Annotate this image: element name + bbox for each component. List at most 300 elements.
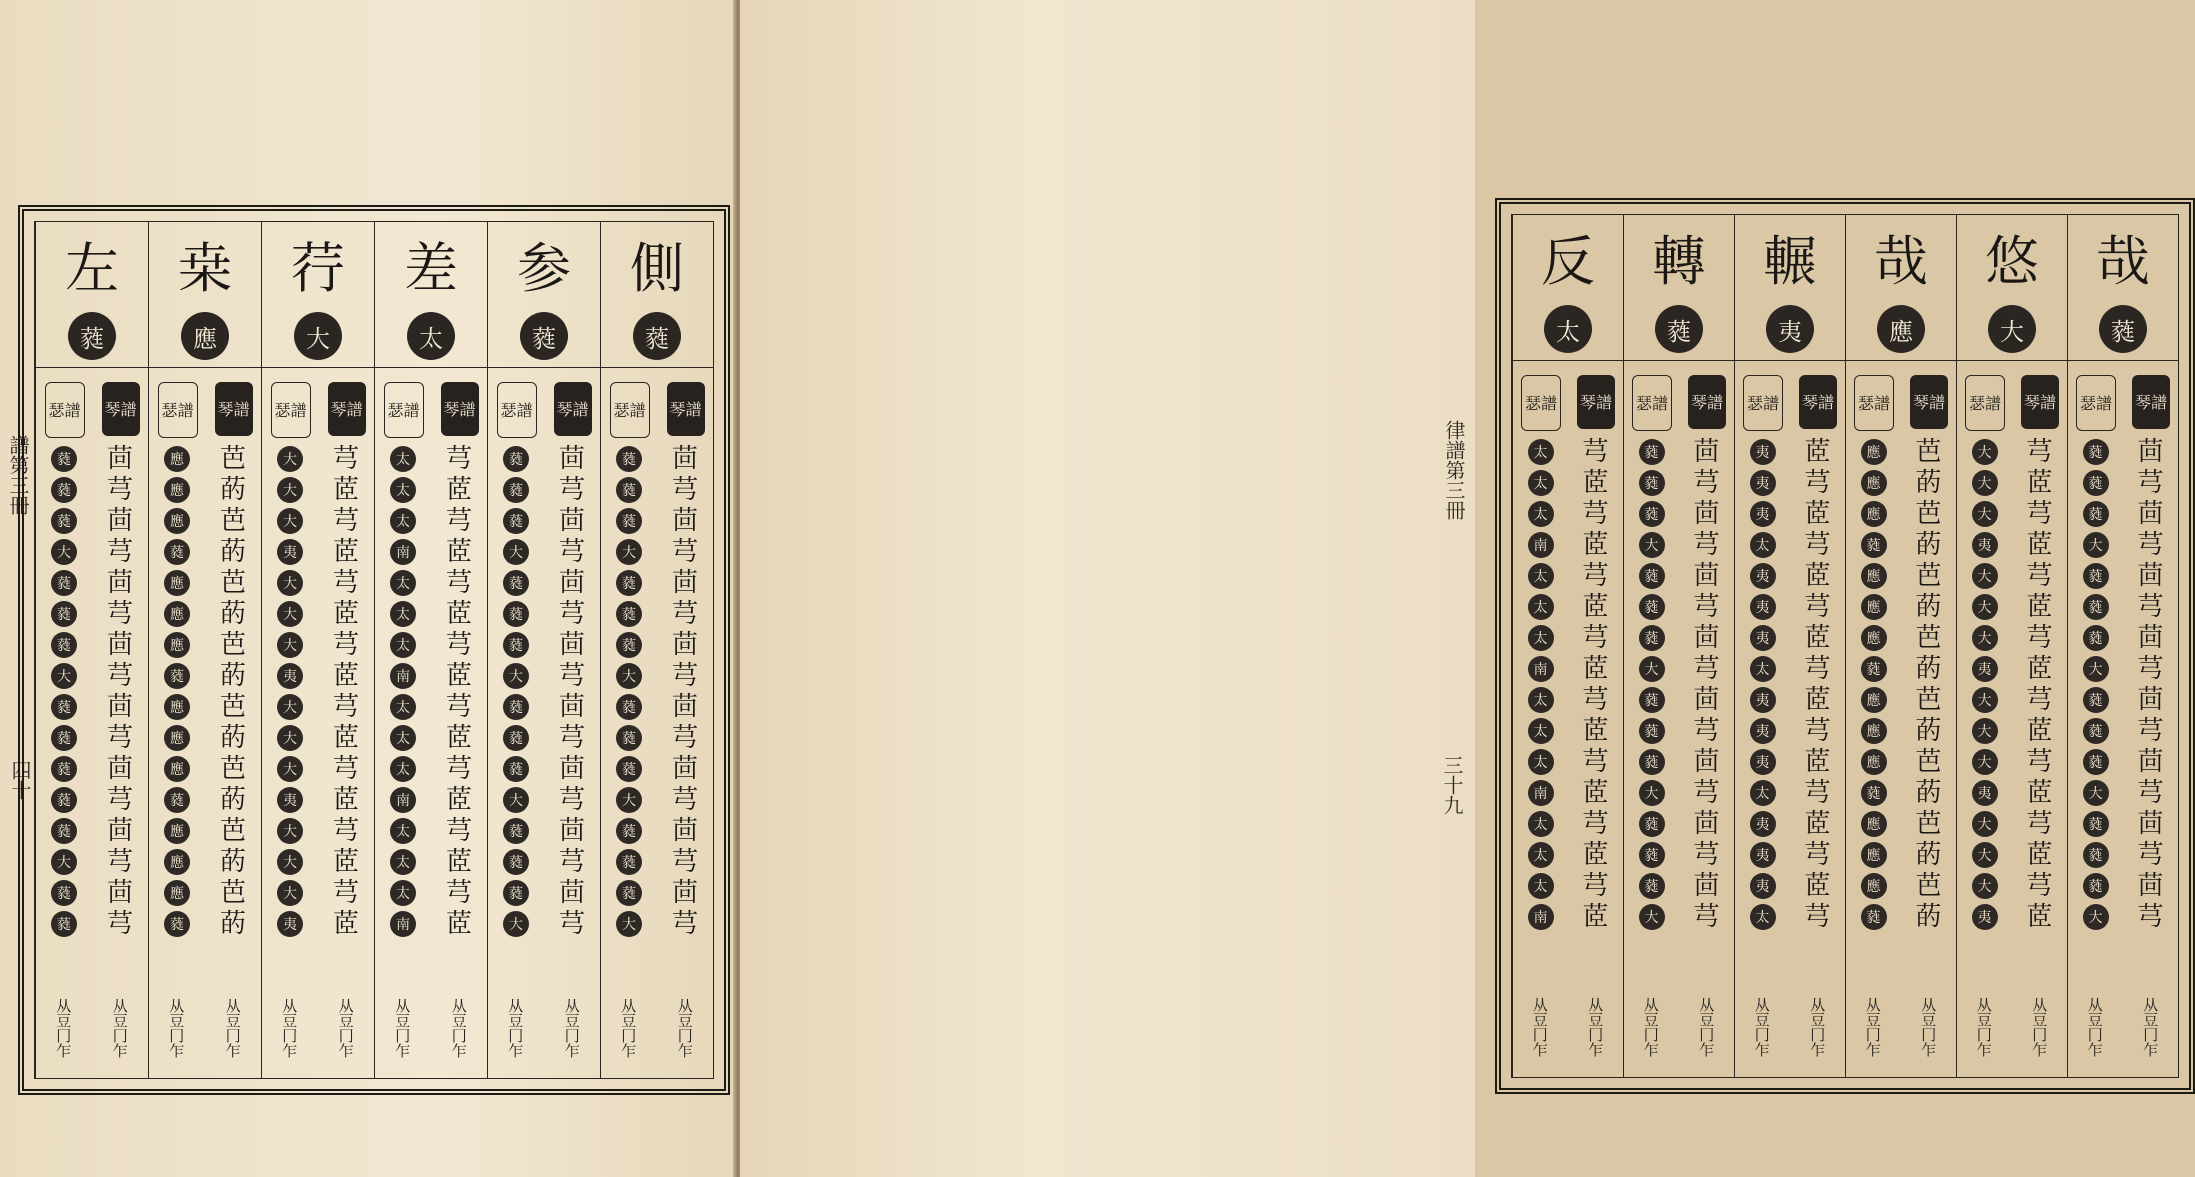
lyric-column — [2067, 215, 2178, 1077]
se-notation — [270, 444, 310, 940]
tablature-glyph: 茝 — [1582, 778, 1609, 808]
pitch-mark: 蕤 — [1639, 749, 1665, 775]
tablature-glyph: 茴 — [558, 878, 585, 908]
qin-notation — [439, 444, 479, 940]
notation-streams — [149, 444, 261, 940]
pitch-mark: 蕤 — [51, 632, 77, 658]
qin-notation — [2131, 437, 2171, 933]
tablature-glyph: 芎 — [558, 475, 585, 505]
lyric-character: 桒 — [178, 237, 232, 300]
column-footer: 从豆冂乍 — [506, 998, 525, 1058]
tablature-glyph: 茝 — [1582, 840, 1609, 870]
tablature-glyph: 芭 — [219, 444, 246, 474]
tablature-glyph: 茝 — [1804, 871, 1831, 901]
pitch-mark: 大 — [277, 694, 303, 720]
tablature-glyph: 芭 — [219, 506, 246, 536]
pitch-mark: 大 — [1972, 594, 1998, 620]
pitch-mark: 大 — [51, 663, 77, 689]
tablature-glyph: 茝 — [2026, 716, 2053, 746]
notation-headers — [1513, 375, 1623, 431]
tablature-glyph: 茴 — [1693, 623, 1720, 653]
lyric-character: 轉 — [1652, 230, 1706, 293]
tablature-glyph: 芎 — [1582, 561, 1609, 591]
pitch-mark: 夷 — [1750, 749, 1776, 775]
pitch-mark: 蕤 — [503, 849, 529, 875]
qin-notation — [100, 444, 140, 940]
left-folio: 四十 — [8, 760, 32, 800]
pitch-mark: 大 — [1972, 811, 1998, 837]
pitch-mark: 蕤 — [2083, 749, 2109, 775]
pitch-mark: 夷 — [1750, 594, 1776, 620]
tablature-glyph: 芎 — [1582, 499, 1609, 529]
tablature-glyph: 芎 — [2137, 530, 2164, 560]
tablature-glyph: 芎 — [2137, 902, 2164, 932]
tablature-glyph: 芎 — [1582, 871, 1609, 901]
pitch-mark: 南 — [390, 911, 416, 937]
se-score-label: 瑟譜 — [384, 382, 424, 438]
lyric-character: 悠 — [1985, 230, 2039, 293]
pitch-mark: 大 — [616, 787, 642, 813]
pitch-mark: 蕤 — [1639, 811, 1665, 837]
tablature-glyph: 芎 — [1804, 902, 1831, 932]
tablature-glyph: 茝 — [1804, 809, 1831, 839]
tablature-glyph: 芎 — [671, 661, 698, 691]
tablature-glyph: 茴 — [106, 878, 133, 908]
pitch-mark: 南 — [1528, 532, 1554, 558]
tablature-glyph: 茝 — [332, 723, 359, 753]
tablature-glyph: 茝 — [2026, 592, 2053, 622]
se-notation — [1965, 437, 2005, 933]
pitch-mark: 應 — [1861, 439, 1887, 465]
pitch-mark: 大 — [1639, 904, 1665, 930]
tablature-glyph: 芎 — [1804, 468, 1831, 498]
notation-headers — [1957, 375, 2067, 431]
se-notation — [1854, 437, 1894, 933]
tablature-glyph: 茝 — [2026, 778, 2053, 808]
pitch-mark: 蕤 — [51, 725, 77, 751]
pitch-mark: 南 — [390, 663, 416, 689]
pitch-mark: 夷 — [1750, 687, 1776, 713]
column-footer: 从豆冂乍 — [393, 998, 412, 1058]
tablature-glyph: 茴 — [106, 692, 133, 722]
pitch-mark: 蕤 — [2083, 625, 2109, 651]
tablature-glyph: 茴 — [671, 816, 698, 846]
tablature-glyph: 茴 — [2137, 871, 2164, 901]
tablature-glyph: 芎 — [106, 661, 133, 691]
tablature-glyph: 茝 — [2026, 902, 2053, 932]
pitch-mark: 大 — [277, 446, 303, 472]
pitch-mark: 大 — [277, 849, 303, 875]
pitch-mark: 蕤 — [503, 725, 529, 751]
pitch-mark: 應 — [1861, 718, 1887, 744]
qin-notation — [1576, 437, 1616, 933]
column-footer: 从豆冂乍 — [1863, 997, 1882, 1057]
tablature-glyph: 菂 — [1915, 778, 1942, 808]
column-footer: 从豆冂乍 — [2030, 997, 2049, 1057]
lyric-column — [487, 222, 600, 1078]
pitch-mark: 太 — [1528, 873, 1554, 899]
pitch-mark: 蕤 — [1639, 842, 1665, 868]
lyric-column — [148, 222, 261, 1078]
tablature-glyph: 芭 — [1915, 623, 1942, 653]
pitch-mark: 夷 — [277, 539, 303, 565]
qin-notation — [213, 444, 253, 940]
notation-streams — [1846, 437, 1956, 933]
tablature-glyph: 茝 — [1582, 716, 1609, 746]
tablature-glyph: 芎 — [1693, 468, 1720, 498]
lyric-character: 左 — [65, 237, 119, 300]
column-footers — [1512, 997, 2178, 1057]
pitch-mark: 太 — [1528, 439, 1554, 465]
se-score-label: 瑟譜 — [497, 382, 537, 438]
lyric-column — [35, 222, 148, 1078]
pitch-mark: 夷 — [1750, 842, 1776, 868]
qin-notation — [2020, 437, 2060, 933]
se-score-label: 瑟譜 — [271, 382, 311, 438]
tablature-glyph: 芎 — [106, 909, 133, 939]
lyric-character: 側 — [630, 237, 684, 300]
notation-streams — [1957, 437, 2067, 933]
pitch-mark: 蕤 — [503, 446, 529, 472]
tablature-glyph: 芎 — [671, 537, 698, 567]
pitch-mark: 應 — [1861, 501, 1887, 527]
pitch-mark: 大 — [1972, 718, 1998, 744]
pitch-mark: 應 — [164, 601, 190, 627]
tablature-glyph: 芎 — [558, 785, 585, 815]
pitch-mark: 蕤 — [616, 632, 642, 658]
column-footer: 从豆冂乍 — [1641, 997, 1660, 1057]
pitch-mark: 夷 — [1972, 656, 1998, 682]
se-notation — [1632, 437, 1672, 933]
tablature-glyph: 茝 — [445, 847, 472, 877]
column-footer: 从豆冂乍 — [1752, 997, 1771, 1057]
column-footer: 从豆冂乍 — [167, 998, 186, 1058]
pitch-mark: 太 — [390, 570, 416, 596]
tablature-glyph: 茝 — [1582, 592, 1609, 622]
pitch-mark: 太 — [1528, 687, 1554, 713]
pitch-mark: 太 — [1528, 842, 1554, 868]
pitch-mark: 太 — [390, 756, 416, 782]
tablature-glyph: 菂 — [219, 785, 246, 815]
se-notation — [1743, 437, 1783, 933]
notation-headers — [488, 382, 600, 438]
pitch-mark: 蕤 — [503, 570, 529, 596]
pitch-mark: 蕤 — [51, 477, 77, 503]
tablature-glyph: 芎 — [445, 878, 472, 908]
pitch-mark: 蕤 — [51, 601, 77, 627]
se-score-label: 瑟譜 — [610, 382, 650, 438]
column-footer: 从豆冂乍 — [675, 998, 694, 1058]
tablature-glyph: 芎 — [558, 537, 585, 567]
tablature-glyph: 芎 — [445, 692, 472, 722]
pitch-mark: 大 — [1639, 780, 1665, 806]
tablature-glyph: 芎 — [671, 909, 698, 939]
tablature-glyph: 芎 — [558, 723, 585, 753]
pitch-mark: 太 — [1750, 532, 1776, 558]
pitch-mark: 大 — [1972, 842, 1998, 868]
notation-headers — [2068, 375, 2178, 431]
pitch-mark: 蕤 — [51, 911, 77, 937]
tablature-glyph: 茴 — [2137, 499, 2164, 529]
pitch-mark: 蕤 — [1639, 563, 1665, 589]
pitch-mark: 大 — [277, 880, 303, 906]
pitch-mark: 應 — [164, 694, 190, 720]
tablature-glyph: 茴 — [558, 568, 585, 598]
tablature-glyph: 茝 — [332, 785, 359, 815]
pitch-mark: 應 — [164, 477, 190, 503]
lyric-column — [1623, 215, 1734, 1077]
tablature-glyph: 菂 — [1915, 592, 1942, 622]
tablature-glyph: 芭 — [1915, 871, 1942, 901]
pitch-mark: 大 — [51, 539, 77, 565]
pitch-mark: 蕤 — [164, 539, 190, 565]
pitch-mark: 蕤 — [503, 632, 529, 658]
tablature-glyph: 菂 — [1915, 902, 1942, 932]
tablature-glyph: 芎 — [671, 599, 698, 629]
pitch-mark: 大 — [1972, 501, 1998, 527]
pitch-mark: 應 — [164, 880, 190, 906]
pitch-mark: 太 — [1528, 749, 1554, 775]
tablature-glyph: 菂 — [1915, 530, 1942, 560]
tablature-glyph: 芭 — [1915, 561, 1942, 591]
pitch-mark: 太 — [1750, 780, 1776, 806]
tablature-glyph: 芎 — [2137, 468, 2164, 498]
tablature-glyph: 茝 — [332, 661, 359, 691]
pitch-mark: 太 — [1528, 625, 1554, 651]
pitch-mark: 大 — [1639, 532, 1665, 558]
pitch-mark: 大 — [503, 663, 529, 689]
column-footer: 从豆冂乍 — [2085, 997, 2104, 1057]
pitch-mark: 太 — [390, 601, 416, 627]
tablature-glyph: 芎 — [1804, 530, 1831, 560]
notation-headers — [36, 382, 148, 438]
tablature-glyph: 茝 — [2026, 530, 2053, 560]
pitch-seal: 蕤 — [520, 312, 568, 360]
se-score-label: 瑟譜 — [158, 382, 198, 438]
tablature-glyph: 菂 — [219, 661, 246, 691]
column-footer: 从豆冂乍 — [1697, 997, 1716, 1057]
pitch-mark: 應 — [164, 849, 190, 875]
pitch-mark: 蕤 — [2083, 563, 2109, 589]
pitch-seal: 大 — [294, 312, 342, 360]
pitch-mark: 大 — [616, 911, 642, 937]
tablature-glyph: 茝 — [2026, 840, 2053, 870]
pitch-mark: 蕤 — [616, 477, 642, 503]
tablature-glyph: 菂 — [219, 723, 246, 753]
qin-score-label: 琴譜 — [667, 382, 705, 436]
tablature-glyph: 芎 — [558, 661, 585, 691]
tablature-glyph: 茴 — [671, 754, 698, 784]
tablature-glyph: 芎 — [2026, 437, 2053, 467]
tablature-glyph: 芎 — [1693, 654, 1720, 684]
pitch-mark: 蕤 — [2083, 439, 2109, 465]
column-footer: 从豆冂乍 — [1974, 997, 1993, 1057]
tablature-glyph: 芎 — [1582, 685, 1609, 715]
pitch-mark: 大 — [1972, 687, 1998, 713]
tablature-glyph: 菂 — [219, 909, 246, 939]
qin-score-label: 琴譜 — [2132, 375, 2170, 429]
tablature-glyph: 芎 — [445, 630, 472, 660]
notation-streams — [601, 444, 713, 940]
pitch-mark: 蕤 — [2083, 811, 2109, 837]
pitch-mark: 大 — [277, 632, 303, 658]
pitch-seal: 蕤 — [68, 312, 116, 360]
pitch-mark: 夷 — [1750, 563, 1776, 589]
pitch-seal: 蕤 — [2099, 305, 2147, 353]
tablature-glyph: 茴 — [2137, 685, 2164, 715]
se-score-label: 瑟譜 — [1521, 375, 1561, 431]
notation-streams — [2068, 437, 2178, 933]
pitch-mark: 南 — [390, 787, 416, 813]
tablature-glyph: 芎 — [1582, 437, 1609, 467]
tablature-glyph: 茴 — [2137, 623, 2164, 653]
tablature-glyph: 菂 — [219, 475, 246, 505]
pitch-mark: 太 — [1528, 718, 1554, 744]
pitch-mark: 應 — [1861, 873, 1887, 899]
pitch-seal: 應 — [181, 312, 229, 360]
tablature-glyph: 芎 — [2026, 871, 2053, 901]
qin-notation — [552, 444, 592, 940]
notation-headers — [149, 382, 261, 438]
tablature-glyph: 茝 — [1804, 499, 1831, 529]
column-footer: 从豆冂乍 — [280, 998, 299, 1058]
notation-streams — [1735, 437, 1845, 933]
column-footer: 从豆冂乍 — [1808, 997, 1827, 1057]
se-score-label: 瑟譜 — [45, 382, 85, 438]
pitch-mark: 夷 — [1972, 532, 1998, 558]
pitch-mark: 蕤 — [2083, 718, 2109, 744]
notation-headers — [601, 382, 713, 438]
tablature-glyph: 芎 — [2137, 778, 2164, 808]
pitch-mark: 夷 — [1972, 904, 1998, 930]
lyric-character: 哉 — [1874, 230, 1928, 293]
pitch-mark: 蕤 — [164, 663, 190, 689]
tablature-glyph: 芎 — [1804, 840, 1831, 870]
notation-streams — [262, 444, 374, 940]
pitch-mark: 大 — [503, 911, 529, 937]
tablature-glyph: 芎 — [671, 785, 698, 815]
pitch-mark: 大 — [1972, 749, 1998, 775]
tablature-glyph: 茴 — [671, 568, 698, 598]
tablature-glyph: 芎 — [106, 847, 133, 877]
pitch-mark: 應 — [1861, 594, 1887, 620]
pitch-mark: 蕤 — [2083, 470, 2109, 496]
pitch-mark: 蕤 — [51, 570, 77, 596]
lyric-column — [1956, 215, 2067, 1077]
tablature-glyph: 茴 — [2137, 747, 2164, 777]
pitch-mark: 蕤 — [616, 694, 642, 720]
tablature-glyph: 茝 — [2026, 468, 2053, 498]
tablature-glyph: 茝 — [1582, 468, 1609, 498]
pitch-mark: 夷 — [1750, 439, 1776, 465]
left-margin-note: 譜第三冊 — [6, 435, 30, 515]
tablature-glyph: 茝 — [1804, 561, 1831, 591]
column-footer: 从豆冂乍 — [1919, 997, 1938, 1057]
pitch-mark: 夷 — [1750, 501, 1776, 527]
tablature-glyph: 茝 — [445, 537, 472, 567]
tablature-glyph: 芎 — [445, 754, 472, 784]
pitch-mark: 太 — [390, 849, 416, 875]
tablature-glyph: 茴 — [671, 878, 698, 908]
pitch-mark: 大 — [616, 663, 642, 689]
qin-score-label: 琴譜 — [554, 382, 592, 436]
tablature-glyph: 茴 — [558, 754, 585, 784]
pitch-mark: 蕤 — [503, 508, 529, 534]
tablature-glyph: 芎 — [1804, 592, 1831, 622]
pitch-mark: 太 — [390, 446, 416, 472]
tablature-glyph: 芎 — [671, 723, 698, 753]
pitch-mark: 大 — [503, 539, 529, 565]
tablature-glyph: 茴 — [1693, 499, 1720, 529]
tablature-glyph: 茝 — [332, 599, 359, 629]
pitch-mark: 太 — [1750, 904, 1776, 930]
tablature-glyph: 芎 — [106, 723, 133, 753]
notation-streams — [1513, 437, 1623, 933]
pitch-mark: 應 — [1861, 625, 1887, 651]
pitch-mark: 蕤 — [616, 570, 642, 596]
notation-headers — [375, 382, 487, 438]
se-notation — [1521, 437, 1561, 933]
lyric-character: 差 — [404, 237, 458, 300]
tablature-glyph: 芎 — [445, 568, 472, 598]
tablature-glyph: 菂 — [219, 599, 246, 629]
pitch-mark: 大 — [1639, 656, 1665, 682]
tablature-glyph: 茴 — [671, 692, 698, 722]
tablature-glyph: 茴 — [558, 816, 585, 846]
pitch-mark: 蕤 — [1639, 439, 1665, 465]
pitch-mark: 應 — [1861, 687, 1887, 713]
pitch-mark: 夷 — [1750, 811, 1776, 837]
pitch-mark: 大 — [1972, 873, 1998, 899]
notation-streams — [1624, 437, 1734, 933]
tablature-glyph: 芎 — [671, 475, 698, 505]
tablature-glyph: 芎 — [445, 816, 472, 846]
pitch-mark: 夷 — [277, 911, 303, 937]
pitch-mark: 蕤 — [51, 756, 77, 782]
pitch-mark: 太 — [390, 632, 416, 658]
tablature-glyph: 茴 — [1693, 871, 1720, 901]
se-score-label: 瑟譜 — [1965, 375, 2005, 431]
pitch-mark: 夷 — [1750, 470, 1776, 496]
pitch-mark: 應 — [164, 756, 190, 782]
se-score-label: 瑟譜 — [1854, 375, 1894, 431]
pitch-mark: 應 — [164, 818, 190, 844]
tablature-glyph: 芎 — [1693, 716, 1720, 746]
tablature-glyph: 芭 — [219, 878, 246, 908]
pitch-mark: 蕤 — [51, 694, 77, 720]
pitch-seal: 大 — [1988, 305, 2036, 353]
pitch-mark: 蕤 — [164, 787, 190, 813]
tablature-glyph: 芭 — [219, 692, 246, 722]
pitch-mark: 大 — [1972, 439, 1998, 465]
pitch-mark: 大 — [277, 570, 303, 596]
pitch-mark: 大 — [2083, 904, 2109, 930]
tablature-glyph: 茴 — [106, 506, 133, 536]
tablature-glyph: 芎 — [2026, 747, 2053, 777]
tablature-glyph: 茝 — [445, 909, 472, 939]
pitch-mark: 應 — [1861, 563, 1887, 589]
lyric-character: 哉 — [2096, 230, 2150, 293]
tablature-glyph: 芎 — [1693, 530, 1720, 560]
tablature-glyph: 芎 — [2026, 623, 2053, 653]
tablature-glyph: 茝 — [2026, 654, 2053, 684]
tablature-glyph: 茴 — [671, 506, 698, 536]
pitch-mark: 應 — [1861, 470, 1887, 496]
pitch-mark: 夷 — [1750, 718, 1776, 744]
tablature-glyph: 茝 — [445, 785, 472, 815]
pitch-mark: 蕤 — [1861, 532, 1887, 558]
tablature-glyph: 菂 — [1915, 716, 1942, 746]
